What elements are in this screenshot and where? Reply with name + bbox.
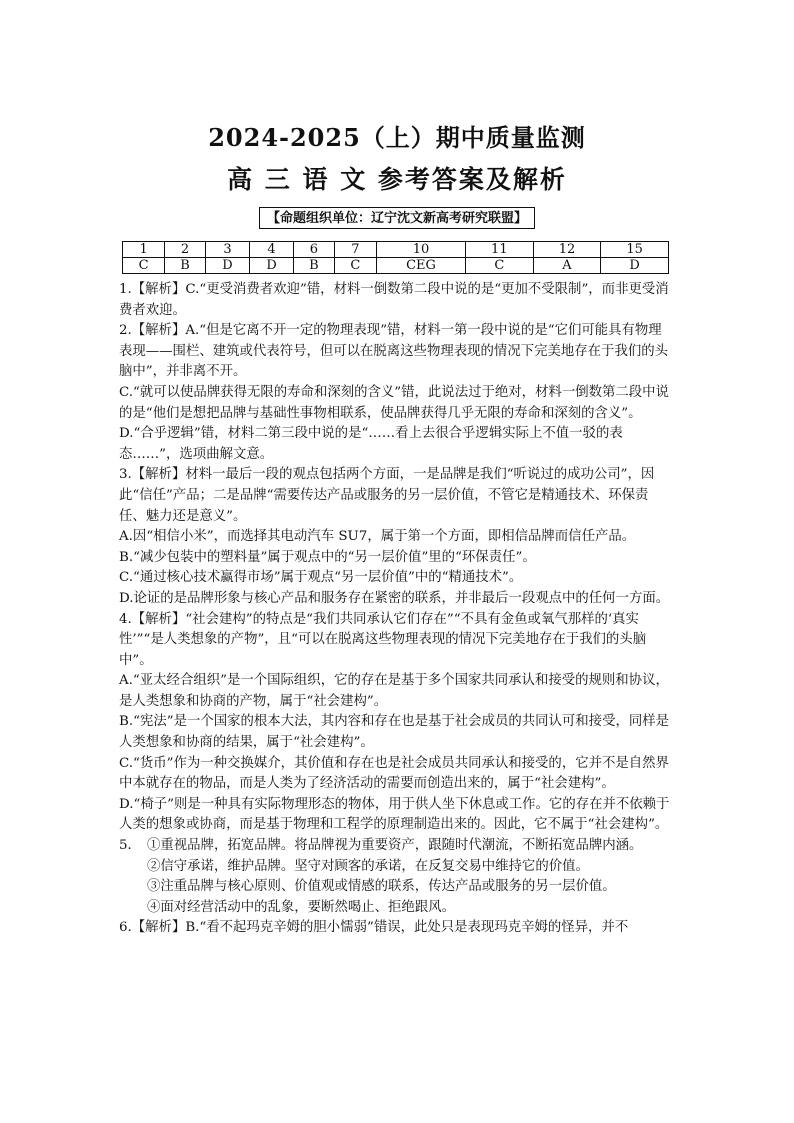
paragraph: C.“就可以使品牌获得无限的寿命和深刻的含义”错，此说法过于绝对，材料一倒数第二段中说的是“他们是想把品牌与基础性事物相联系，使品牌获得几乎无限的寿命和深刻的含义”。	[119, 384, 669, 421]
paragraph: D.“椅子”则是一种具有实际物理形态的物体，用于供人坐下休息或工作。它的存在并不依赖于人类的想象或协商，而是基于物理和工程学的原理制造出来的。因此，它不属于“社会建构”。	[119, 796, 670, 833]
document-title: 2024-2025（上）期中质量监测	[208, 123, 586, 152]
paragraph: D.“合乎逻辑”错，材料二第三段中说的是“……看上去很合乎逻辑实际上不值一驳的表态……”，选项曲解文意。	[119, 426, 623, 462]
answer-cell: A	[533, 258, 601, 274]
paragraph: B.“减少包装中的塑料量”属于观点中的“另一层价值”里的“环保责任”。	[119, 549, 536, 565]
question-number: 11	[466, 242, 534, 258]
question-number: 4	[250, 242, 294, 258]
paragraph: 2.【解析】A.“但是它离不开一定的物理表现”错，材料一第一段中说的是“它们可能具有物理表现——围栏、建筑或代表符号，但可以在脱离这些物理表现的情况下完美地存在于我们的头脑中”，并非离不开。	[119, 323, 669, 380]
question-number: 6	[294, 242, 335, 258]
answer-cell: C	[123, 258, 165, 274]
q5-item: ②信守承诺，维护品牌。坚守对顾客的承诺，在反复交易中维持它的价值。	[147, 858, 589, 874]
paragraph: B.“宪法”是一个国家的根本大法，其内容和存在也是基于社会成员的共同认可和接受，同样是人类想象和协商的结果，属于“社会建构”。	[119, 714, 670, 751]
answer-cell: D	[205, 258, 249, 274]
answer-cell: D	[250, 258, 294, 274]
paragraph: C.“货币”作为一种交换媒介，其价值和存在也是社会成员共同承认和接受的，它并不是自然界中本就存在的物品，而是人类为了经济活动的需要而创造出来的，属于“社会建构”。	[119, 755, 669, 792]
paragraph: C.“通过核心技术赢得市场”属于观点“另一层价值”中的“精通技术”。	[119, 570, 523, 586]
answer-cell: C	[466, 258, 534, 274]
question-number-row	[123, 242, 669, 258]
paragraph: A.因“相信小米”，而选择其电动汽车 SU7，属于第一个方面，即相信品牌而信任产品。	[119, 529, 636, 545]
paragraph: 1.【解析】C.“更受消费者欢迎”错，材料一倒数第二段中说的是“更加不受限制”，而非更受消费者欢迎。	[119, 282, 669, 318]
answer-cell: B	[294, 258, 335, 274]
answer-table	[122, 241, 669, 274]
answer-cell: C	[334, 258, 376, 274]
paragraph: D.论证的是品牌形象与核心产品和服务存在紧密的联系，并非最后一段观点中的任何一方面。	[119, 590, 670, 606]
question-number: 2	[165, 242, 206, 258]
answer-cell: D	[601, 258, 669, 274]
explanation-body	[119, 280, 671, 939]
answer-cell: B	[165, 258, 206, 274]
paragraph: 4.【解析】“社会建构”的特点是“我们共同承认它们存在”“不具有金鱼或氧气那样的‘真实性’”“是人类想象的产物”，且“可以在脱离这些物理表现的情况下完美地存在于我们的头脑中”。	[119, 611, 647, 668]
question-number: 10	[377, 242, 466, 258]
question-number: 1	[123, 242, 165, 258]
question-number: 3	[205, 242, 249, 258]
paragraph: 3.【解析】材料一最后一段的观点包括两个方面，一是品牌是我们“听说过的成功公司”，因此“信任”产品；二是品牌“需要传达产品或服务的另一层价值，不管它是精通技术、环保责任、魅力还是意义”。	[119, 467, 655, 524]
question-number: 12	[533, 242, 601, 258]
organizer-box: 【命题组织单位：辽宁沈文新高考研究联盟】	[259, 207, 535, 229]
question-number: 15	[601, 242, 669, 258]
paragraph: A.“亚太经合组织”是一个国际组织，它的存在是基于多个国家共同承认和接受的规则和协议，是人类想象和协商的产物，属于“社会建构”。	[119, 673, 669, 709]
paragraph: 6.【解析】B.“看不起玛克辛姆的胆小懦弱”错误，此处只是表现玛克辛姆的怪异，并不	[119, 920, 629, 936]
q5-item: ③注重品牌与核心原则、价值观或情感的联系，传达产品或服务的另一层价值。	[147, 879, 616, 895]
question-number: 7	[334, 242, 376, 258]
q5-item: ④面对经营活动中的乱象，要断然喝止、拒绝跟风。	[147, 899, 455, 915]
q5-number: 5．	[119, 838, 141, 854]
answer-row	[123, 258, 669, 274]
document-subtitle: 高 三 语 文 参考答案及解析	[227, 165, 567, 194]
answer-cell: CEG	[377, 258, 466, 274]
q5-item: ①重视品牌，拓宽品牌。将品牌视为重要资产，跟随时代潮流，不断拓宽品牌内涵。	[147, 838, 643, 854]
